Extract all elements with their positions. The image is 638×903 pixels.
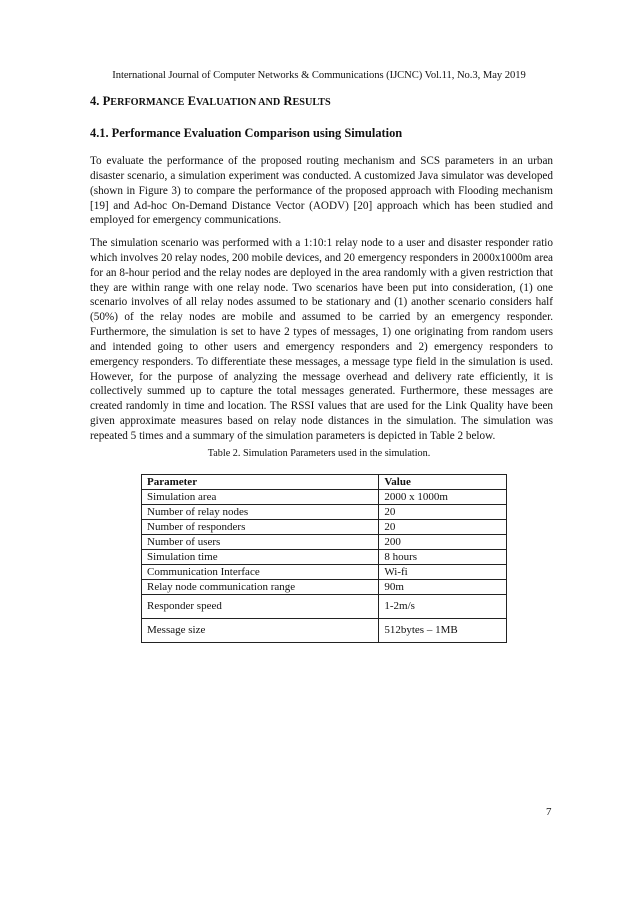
table-row [142, 535, 507, 550]
table-row [142, 505, 507, 520]
table-caption: Table 2. Simulation Parameters used in the simulation. [207, 448, 431, 459]
table-row [142, 550, 507, 565]
table-row [142, 565, 507, 580]
cell-parameter: Number of relay nodes [142, 505, 379, 520]
header-parameter: Parameter [142, 475, 379, 490]
cell-value: 1-2m/s [379, 595, 507, 619]
running-header: International Journal of Computer Networks & Communications (IJCNC) Vol.11, No.3, May 2019 [112, 70, 526, 81]
cell-value: 20 [379, 505, 507, 520]
table-row [142, 580, 507, 595]
simulation-parameters-table [141, 474, 507, 643]
cell-value: 200 [379, 535, 507, 550]
section-number: 4. [90, 94, 103, 108]
cell-parameter: Relay node communication range [142, 580, 379, 595]
table-row [142, 520, 507, 535]
cell-parameter: Number of users [142, 535, 379, 550]
section-heading-initial-3: R [280, 94, 293, 108]
cell-parameter: Number of responders [142, 520, 379, 535]
page-number: 7 [546, 806, 552, 818]
cell-parameter: Simulation time [142, 550, 379, 565]
section-heading-initial-1: P [102, 94, 111, 108]
cell-value: 20 [379, 520, 507, 535]
paragraph-evaluation-intro: To evaluate the performance of the proposed routing mechanism and SCS parameters in an urban disaster scenario, a simulation experiment was conducted. A customized Java simulator was developed (shown in Figure 3) to compare the performance of the proposed approach with Flooding mechanism [19] and Ad-hoc On-Demand Distance Vector (AODV) [20] approach which has been studied and employed for emergency communications. [90, 155, 553, 227]
table-row [142, 619, 507, 643]
section-heading-rest-3: ESULTS [292, 97, 331, 108]
table-row [142, 595, 507, 619]
cell-value: 512bytes – 1MB [379, 619, 507, 643]
cell-value: 8 hours [379, 550, 507, 565]
cell-parameter: Message size [142, 619, 379, 643]
cell-parameter: Simulation area [142, 490, 379, 505]
cell-value: Wi-fi [379, 565, 507, 580]
cell-value: 90m [379, 580, 507, 595]
section-heading [90, 94, 331, 109]
cell-value: 2000 x 1000m [379, 490, 507, 505]
subsection-heading: 4.1. Performance Evaluation Comparison using Simulation [90, 126, 403, 140]
cell-parameter: Communication Interface [142, 565, 379, 580]
header-value: Value [379, 475, 507, 490]
table-row [142, 490, 507, 505]
section-heading-initial-2: E [184, 94, 196, 108]
paragraph-simulation-scenario: The simulation scenario was performed with a 1:10:1 relay node to a user and disaster responder ratio which involves 20 relay nodes, 200 mobile devices, and 20 emergency responders in 2000x1000m area for an 8-hour period and the relay nodes are deployed in the area randomly with a given restriction that they are within range with one relay node. Two scenarios have been put into consideration, (1) one scenario involves of all relay nodes assumed to be stationary and (1) another scenario considers half (50%) of the relay nodes are mobile and assumed to be carried by an emergency responder. Furthermore, the simulation is set to have 2 types of messages, 1) one originating from random users and intended going to other users and emergency responders and 2) emergency responders to emergency responders. To differentiate these messages, a message type field in the simulation is used. However, for the purpose of analyzing the message overhead and delivery rate efficiently, it is collectively summed up to capture the total messages generated. Furthermore, these messages are created randomly in time and location. The RSSI values that are used for the Link Quality have been given approximate measures based on relay node distances in the simulation. The simulation was repeated 5 times and a summary of the simulation parameters is depicted in Table 2 below. [90, 237, 553, 442]
section-heading-rest-1: ERFORMANCE [110, 97, 185, 108]
cell-parameter: Responder speed [142, 595, 379, 619]
table-header-row [142, 475, 507, 490]
section-heading-rest-2: VALUATION AND [196, 97, 281, 108]
